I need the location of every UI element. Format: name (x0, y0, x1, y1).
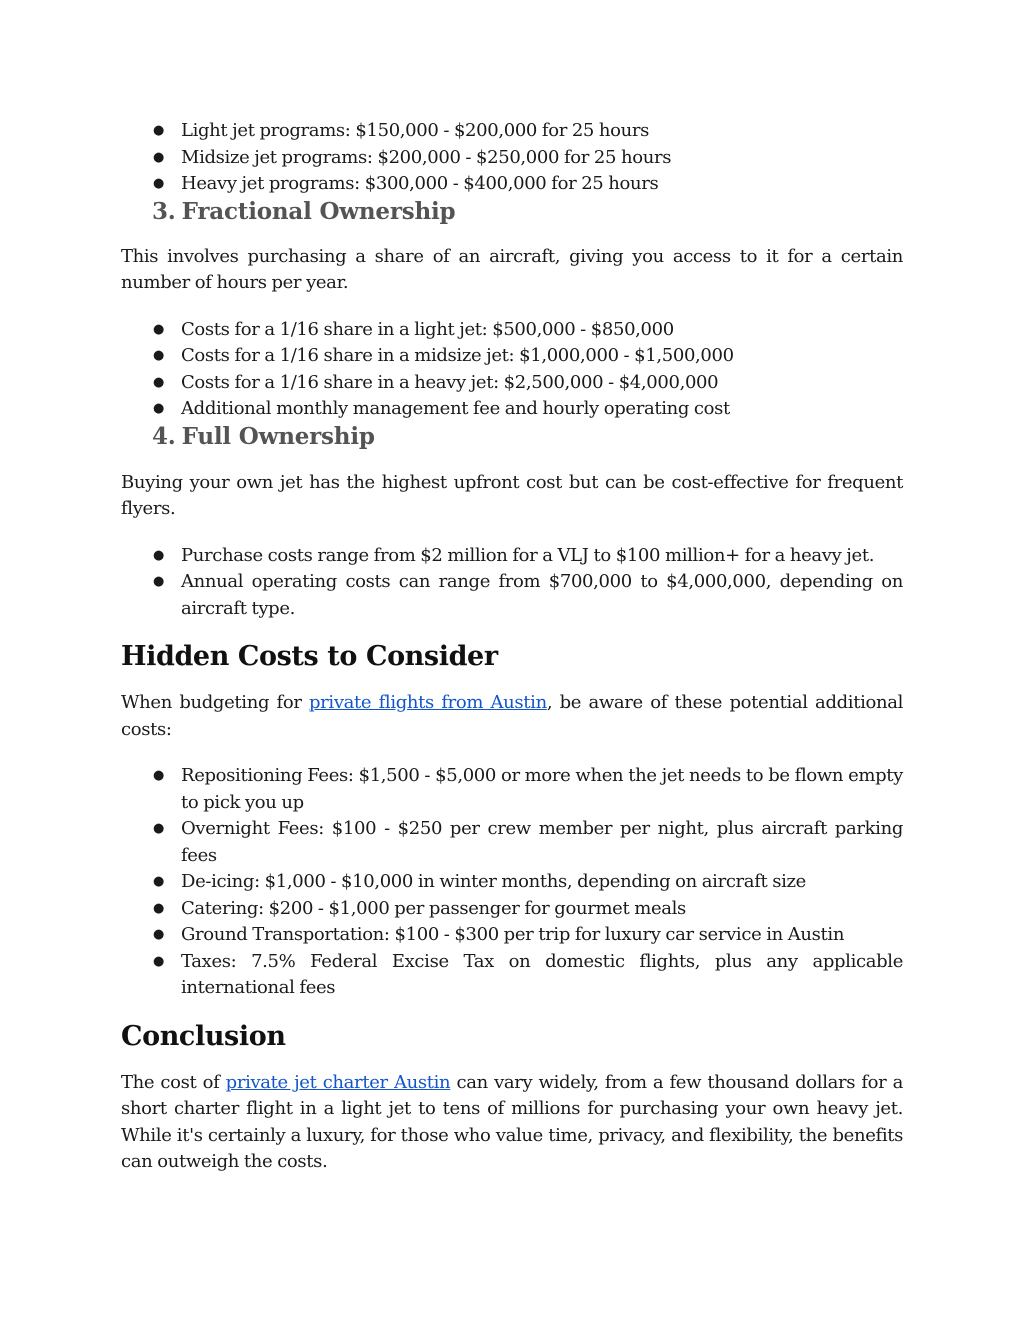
list-item: ● De-icing: $1,000 - $10,000 in winter months, depending on aircraft size (121, 869, 903, 896)
bullet-icon: ● (153, 927, 164, 942)
private-flights-austin-link[interactable]: private flights from Austin (308, 692, 547, 713)
list-item: ● Midsize jet programs: $200,000 - $250,000 for 25 hours (121, 145, 903, 172)
bullet-icon: ● (153, 900, 164, 916)
fractional-ownership-heading (121, 197, 903, 227)
bullet-icon: ● (153, 149, 164, 165)
hidden-costs-paragraph: When budgeting for private flights from Austin, be aware of these potential additional costs: (121, 692, 904, 740)
full-ownership-list (121, 543, 903, 623)
hidden-costs-heading: Hidden Costs to Consider (121, 641, 498, 672)
list-item: ● Ground Transportation: $100 - $300 per trip for luxury car service in Austin (121, 922, 903, 949)
list-item: ● Purchase costs range from $2 million for a VLJ to $100 million+ for a heavy jet. (121, 543, 903, 570)
bullet-icon: ● (153, 374, 164, 390)
list-item: ● Repositioning Fees: $1,500 - $5,000 or more when the jet needs to be flown empty to pick you up (153, 765, 903, 813)
document-page (121, 118, 903, 1176)
heading-number: 4. (152, 422, 176, 450)
list-item: ● Catering: $200 - $1,000 per passenger for gourmet meals (121, 896, 903, 923)
list-item: ● Costs for a 1/16 share in a heavy jet: $2,500,000 - $4,000,000 (121, 370, 903, 397)
bullet-icon: ● (153, 821, 164, 836)
fractional-list (121, 317, 903, 423)
full-ownership-paragraph: Buying your own jet has the highest upfront cost but can be cost-effective for frequent flyers. (121, 471, 903, 519)
list-item: ● Heavy jet programs: $300,000 - $400,000 for 25 hours (121, 171, 903, 198)
bullet-icon: ● (153, 953, 164, 969)
heading-text: Full Ownership (181, 422, 375, 450)
heading-text: Fractional Ownership (181, 197, 456, 225)
full-ownership-heading (121, 422, 903, 452)
bullet-icon: ● (153, 768, 164, 783)
bullet-icon: ● (153, 874, 164, 889)
conclusion-paragraph: The cost of private jet charter Austin can vary widely, from a few thousand dollars for a short charter flight in a light jet to tens of millions for purchasing your own heavy jet. While it's certainly a luxury, for those who value time, privacy, and flexibility, the benefits can outweigh the costs. (121, 1071, 903, 1172)
heading-number: 3. (152, 197, 176, 225)
bullet-icon: ● (153, 348, 164, 363)
jet-card-list (121, 118, 903, 198)
bullet-icon: ● (153, 321, 164, 337)
list-item: ● Light jet programs: $150,000 - $200,000 for 25 hours (121, 118, 903, 145)
bullet-icon: ● (153, 547, 164, 563)
list-item: ● Costs for a 1/16 share in a light jet: $500,000 - $850,000 (121, 317, 903, 344)
bullet-icon: ● (153, 176, 164, 191)
list-item: ● Costs for a 1/16 share in a midsize jet: $1,000,000 - $1,500,000 (121, 343, 903, 370)
bullet-icon: ● (153, 574, 164, 589)
list-item: ● Taxes: 7.5% Federal Excise Tax on domestic flights, plus any applicable international fees (153, 950, 903, 998)
fractional-paragraph: This involves purchasing a share of an aircraft, giving you access to it for a certain number of hours per year. (121, 245, 903, 293)
list-item: ● Additional monthly management fee and hourly operating cost (121, 396, 903, 423)
bullet-icon: ● (153, 401, 164, 416)
hidden-costs-list (121, 763, 903, 1002)
conclusion-heading: Conclusion (121, 1020, 286, 1052)
list-item: ● Annual operating costs can range from $700,000 to $4,000,000, depending on aircraft type. (153, 571, 903, 619)
list-item: ● Overnight Fees: $100 - $250 per crew member per night, plus aircraft parking fees (153, 818, 903, 866)
private-jet-charter-austin-link[interactable]: private jet charter Austin (225, 1071, 451, 1093)
bullet-icon: ● (153, 123, 164, 138)
